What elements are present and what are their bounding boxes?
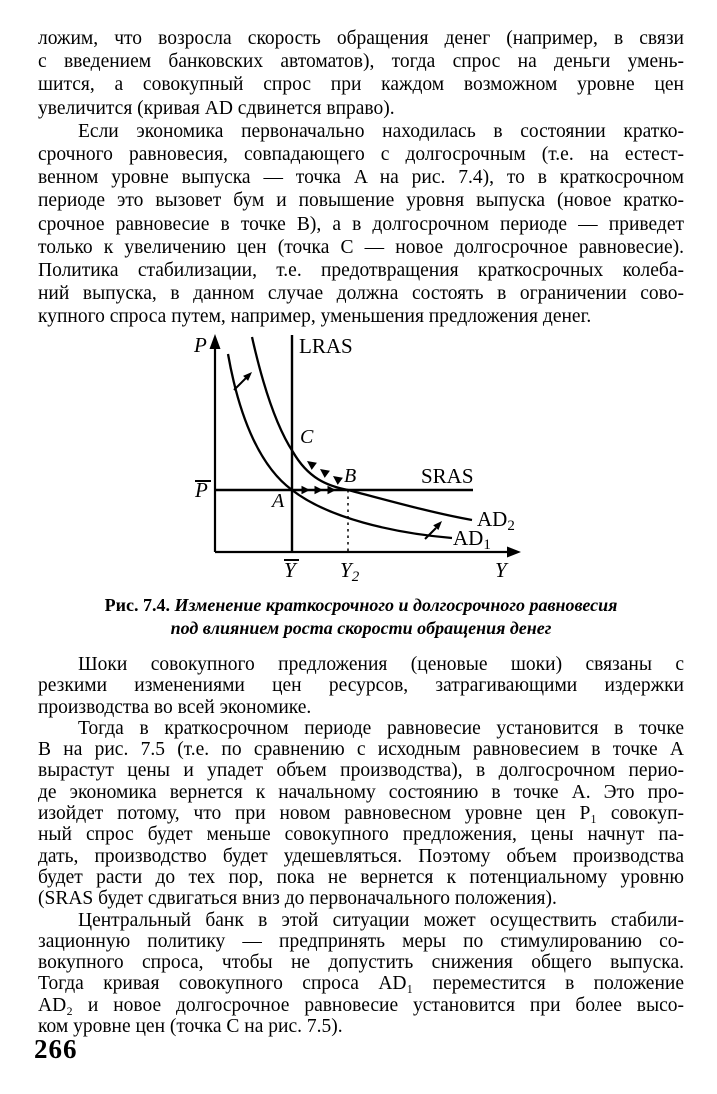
text-line: B на рис. 7.5 (т.е. по сравнению с исходным равновесием в точке A [38, 739, 684, 761]
text-line: венном уровне выпуска — точка A на рис. 7.4), то в краткосрочном [38, 167, 684, 189]
figure-caption-text1: Изменение краткосрочного и долгосрочного равновесия [174, 595, 618, 615]
text-line: де экономика вернется к начальному состоянию в точке A. Это про- [38, 781, 684, 803]
point-b-label: B [344, 465, 357, 487]
text-line: изойдет потому, что при новом равновесном уровне цен P₁ совокуп- [38, 803, 684, 825]
ad2-label: AD2 [477, 507, 515, 534]
text-line: увеличится (кривая AD сдвинется вправо). [38, 97, 395, 119]
figure-caption-line2: под влиянием роста скорости обращения денег [170, 618, 552, 638]
p-bar-label: P [195, 478, 208, 502]
point-a-label: A [272, 490, 285, 512]
figure-7-4-diagram [180, 330, 540, 588]
p-axis-label: P [194, 333, 207, 357]
ad-shift-arrow-upper [234, 378, 246, 390]
text-line: AD₂ и новое долгосрочное равновесие установится при более высо- [38, 994, 684, 1016]
paragraph [38, 655, 684, 719]
figure-number: Рис. 7.4. [104, 595, 170, 615]
text-line: резкими изменениями цен ресурсов, затрагивающими издержки [38, 675, 684, 697]
text-line: вокупного спроса, чтобы не допустить снижения общего выпуска. [38, 952, 684, 974]
p-axis-arrow-icon [210, 334, 221, 349]
page-number: 266 [34, 1034, 78, 1064]
text-line: зационную политику — предпринять меры по стимулированию со- [38, 930, 684, 952]
sras-motion-arrow-icon [302, 486, 311, 495]
text-line: с введением банковских автоматов), тогда спрос на деньги умень- [38, 51, 684, 73]
text-line: срочное равновесие в точке B), а в долгосрочном периоде — приведет [38, 213, 684, 235]
ad2-motion-arrow-icon [320, 469, 330, 478]
paragraph [38, 911, 684, 1039]
text-line: Шоки совокупного предложения (ценовые шоки) связаны с [78, 654, 684, 675]
text-line: Если экономика первоначально находилась в состоянии кратко- [78, 120, 684, 142]
text-line: Тогда в краткосрочном периоде равновесие установится в точке [78, 717, 684, 739]
ad1-label: AD1 [453, 526, 491, 553]
text-line: дать, производство будет удешевляться. Поэтому объем производства [38, 845, 684, 867]
paragraph [38, 29, 684, 122]
sras-motion-arrow-icon [315, 486, 324, 495]
figure-caption [38, 594, 684, 640]
text-line: срочного равновесия, совпадающего с долгосрочным (т.е. на естест- [38, 143, 684, 165]
text-line: ний выпуска, в данном случае должна состоять в ограничении сово- [38, 283, 684, 305]
lras-label: LRAS [299, 334, 353, 358]
point-c-label: C [300, 426, 314, 448]
text-line: только к увеличению цен (точка C — новое долгосрочное равновесие). [38, 236, 684, 258]
y-bar-label: Y [284, 558, 296, 582]
y-axis-arrow-icon [507, 547, 521, 558]
text-line: вырастут цены и упадет объем производства), в долгосрочном перио- [38, 760, 684, 782]
y2-label: Y2 [340, 558, 360, 585]
ad2-curve [252, 337, 472, 520]
text-line: Центральный банк в этой ситуации может осуществить стабили- [78, 909, 684, 931]
text-line: Политика стабилизации, т.е. предотвращения краткосрочных колеба- [38, 259, 684, 281]
text-line: Тогда кривая совокупного спроса AD₁ переместится в положение [38, 973, 684, 995]
y-axis-label: Y [495, 558, 507, 582]
sras-label: SRAS [421, 464, 474, 488]
ad2-motion-arrow-icon [307, 461, 317, 470]
text-line: ложим, что возросла скорость обращения денег (например, в связи [38, 28, 684, 49]
ad1-curve [228, 354, 452, 538]
paragraph [38, 719, 684, 911]
paragraph [38, 122, 684, 331]
text-line: периоде это вызовет бум и повышение уровня выпуска (новое кратко- [38, 190, 684, 212]
text-line: (SRAS будет сдвигаться вниз до первоначального положения). [38, 888, 557, 910]
figure-caption-line1 [38, 594, 684, 617]
paragraphs-bottom [38, 655, 684, 1038]
ad2-motion-arrow-icon [333, 476, 343, 485]
text-line: будет расти до тех пор, пока не вернется к потенциальному уровню [38, 866, 684, 888]
text-line: производства во всей экономике. [38, 696, 312, 718]
text-line: ный спрос будет меньше совокупного предложения, цены начнут па- [38, 824, 684, 846]
paragraphs-top [38, 29, 684, 330]
text-line: шится, а совокупный спрос при каждом возможном уровне цен [38, 74, 684, 96]
text-line: ком уровне цен (точка C на рис. 7.5). [38, 1016, 343, 1038]
text-line: купного спроса путем, например, уменьшения предложения денег. [38, 306, 592, 328]
